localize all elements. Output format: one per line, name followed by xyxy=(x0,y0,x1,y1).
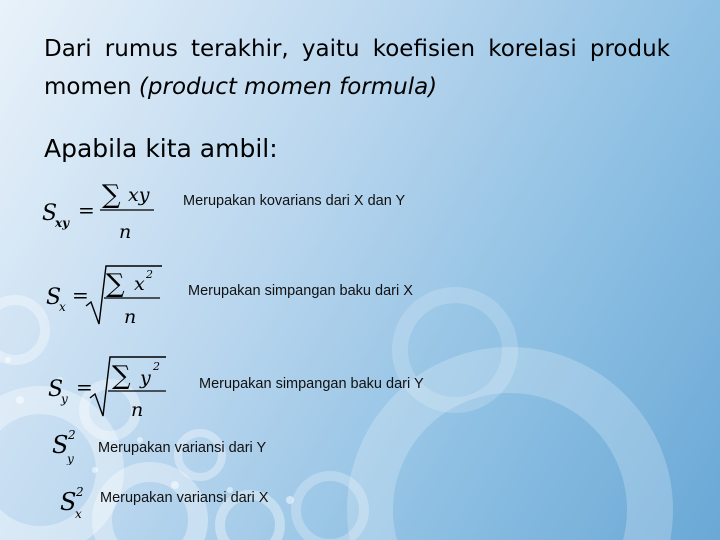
formula-denominator: n xyxy=(131,399,144,421)
formula-symbol: S xyxy=(48,377,64,402)
formula-symbol: S xyxy=(52,431,69,459)
equals-sign: = xyxy=(78,198,95,222)
formula-power: 2 xyxy=(76,485,84,499)
note-covariance: Merupakan kovarians dari X dan Y xyxy=(183,193,406,209)
title-text: Dari rumus terakhir, yaitu koefisien korelasi produk momen xyxy=(44,36,670,100)
note-std-dev-y: Merupakan simpangan baku dari Y xyxy=(199,376,424,392)
formula-subscript: y xyxy=(61,392,68,406)
formula-subscript: x xyxy=(75,507,82,521)
note-variance-y: Merupakan variansi dari Y xyxy=(98,440,267,456)
page-title xyxy=(44,30,670,106)
formula-subscript: xy xyxy=(55,216,70,230)
formula-denominator: n xyxy=(124,306,137,328)
formula-subscript: y xyxy=(67,452,74,465)
lead-text: Apabila kita ambil: xyxy=(44,134,278,163)
title-italic-text: (product momen formula) xyxy=(138,74,438,100)
formula-std-dev-y xyxy=(46,352,176,422)
formula-symbol: S xyxy=(46,285,62,310)
formula-symbol: S xyxy=(60,488,77,516)
formula-numerator: x xyxy=(134,273,145,295)
formula-power: 2 xyxy=(146,268,153,281)
sum-icon: ∑ xyxy=(112,361,131,391)
formula-power: 2 xyxy=(68,428,76,442)
sum-icon: ∑ xyxy=(102,180,121,210)
formula-covariance xyxy=(40,175,180,245)
equals-sign: = xyxy=(76,375,93,399)
equals-sign: = xyxy=(72,283,89,307)
formula-numerator: y xyxy=(140,367,151,389)
formula-symbol: S xyxy=(42,201,58,226)
formula-power: 2 xyxy=(153,360,160,373)
formula-subscript: x xyxy=(59,300,66,314)
note-std-dev-x: Merupakan simpangan baku dari X xyxy=(188,283,413,299)
formula-variance-y xyxy=(50,425,100,465)
formula-denominator: n xyxy=(119,221,132,243)
note-variance-x: Merupakan variansi dari X xyxy=(100,490,269,506)
formula-numerator: xy xyxy=(128,184,150,206)
sum-icon: ∑ xyxy=(106,269,125,299)
formula-std-dev-x xyxy=(44,260,174,330)
